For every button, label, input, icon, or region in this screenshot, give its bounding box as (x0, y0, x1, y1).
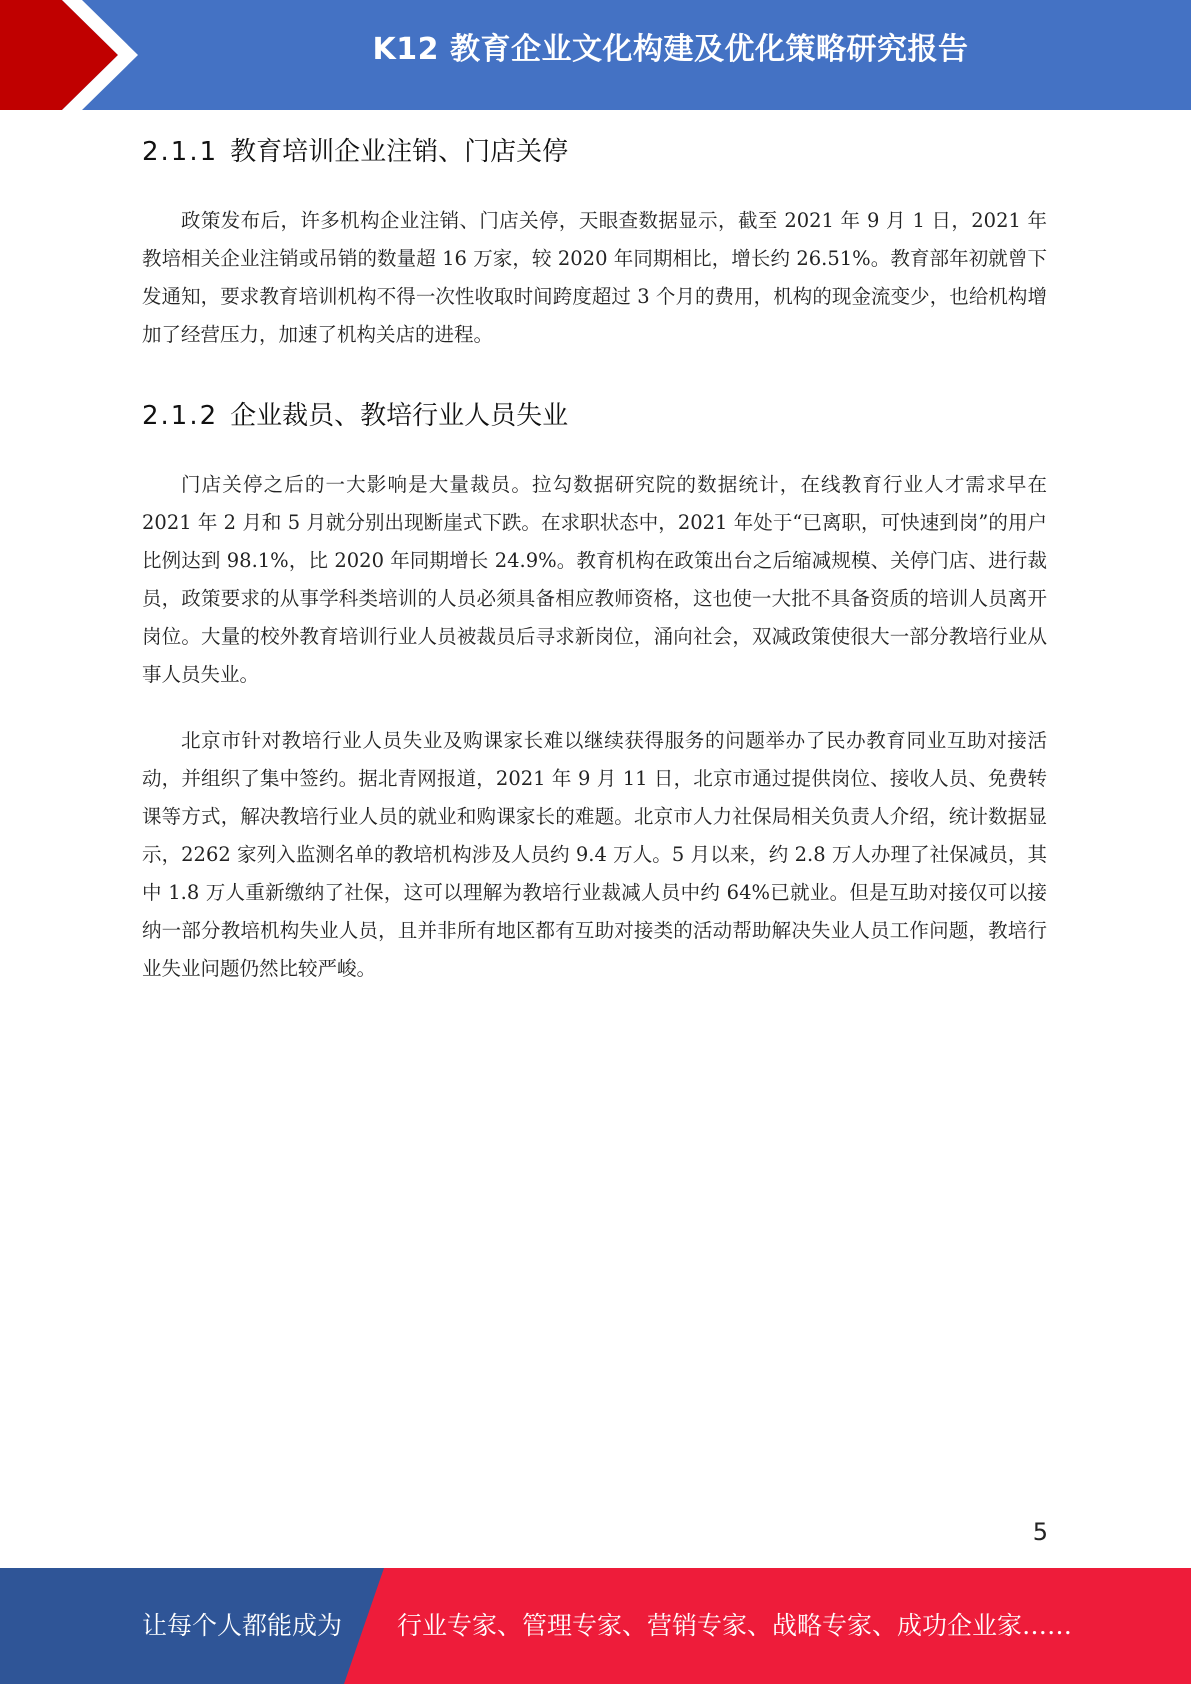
section-heading-2-1-1 (142, 132, 1047, 172)
page-content (142, 118, 1047, 988)
footer-slogan-left: 让每个人都能成为 (142, 1611, 343, 1640)
report-title: K12 教育企业文化构建及优化策略研究报告 (372, 32, 969, 67)
header-arrow-decoration (0, 0, 160, 110)
paragraph: 北京市针对教培行业人员失业及购课家长难以继续获得服务的问题举办了民办教育同业互助对接活动，并组织了集中签约。据北青网报道，2021 年 9 月 11 日，北京市通过提供岗位、接收人员、免费转课等方式，解决教培行业人员的就业和购课家长的难题。北京市人力社保局相关负责人介绍，统计数据显示，2262 家列入监测名单的教培机构涉及人员约 9.4 万人。5 月以来，约 2.8 万人办理了社保减员，其中 1.8 万人重新缴纳了社保，这可以理解为教培行业裁减人员中约 64%已就业。但是互助对接仅可以接纳一部分教培机构失业人员，且并非所有地区都有互助对接类的活动帮助解决失业人员工作问题，教培行业失业问题仍然比较严峻。 (142, 729, 1047, 980)
header-banner (0, 0, 1191, 110)
paragraph: 政策发布后，许多机构企业注销、门店关停，天眼查数据显示，截至 2021 年 9 月 1 日，2021 年教培相关企业注销或吊销的数量超 16 万家，较 2020 年同期相比，增长约 26.51%。教育部年初就曾下发通知，要求教育培训机构不得一次性收取时间跨度超过 3 个月的费用，机构的现金流变少，也给机构增加了经营压力，加速了机构关店的进程。 (142, 209, 1047, 346)
footer-slogan-right: 行业专家、管理专家、营销专家、战略专家、成功企业家…… (397, 1611, 1073, 1640)
section-number: 2.1.2 (142, 401, 219, 431)
footer-banner (0, 1568, 1191, 1684)
section-title: 教育培训企业注销、门店关停 (230, 137, 569, 167)
paragraph: 门店关停之后的一大影响是大量裁员。拉勾数据研究院的数据统计，在线教育行业人才需求早在 2021 年 2 月和 5 月就分别出现断崖式下跌。在求职状态中，2021 年处于“已离职，可快速到岗”的用户比例达到 98.1%，比 2020 年同期增长 24.9%。教育机构在政策出台之后缩减规模、关停门店、进行裁员，政策要求的从事学科类培训的人员必须具备相应教师资格，这也使一大批不具备资质的培训人员离开岗位。大量的校外教育培训行业人员被裁员后寻求新岗位，涌向社会，双减政策使很大一部分教培行业从事人员失业。 (142, 473, 1047, 686)
section-number: 2.1.1 (142, 137, 219, 167)
section-heading-2-1-2 (142, 396, 1047, 436)
section-title: 企业裁员、教培行业人员失业 (230, 401, 569, 431)
page-number: 5 (1032, 1518, 1048, 1546)
